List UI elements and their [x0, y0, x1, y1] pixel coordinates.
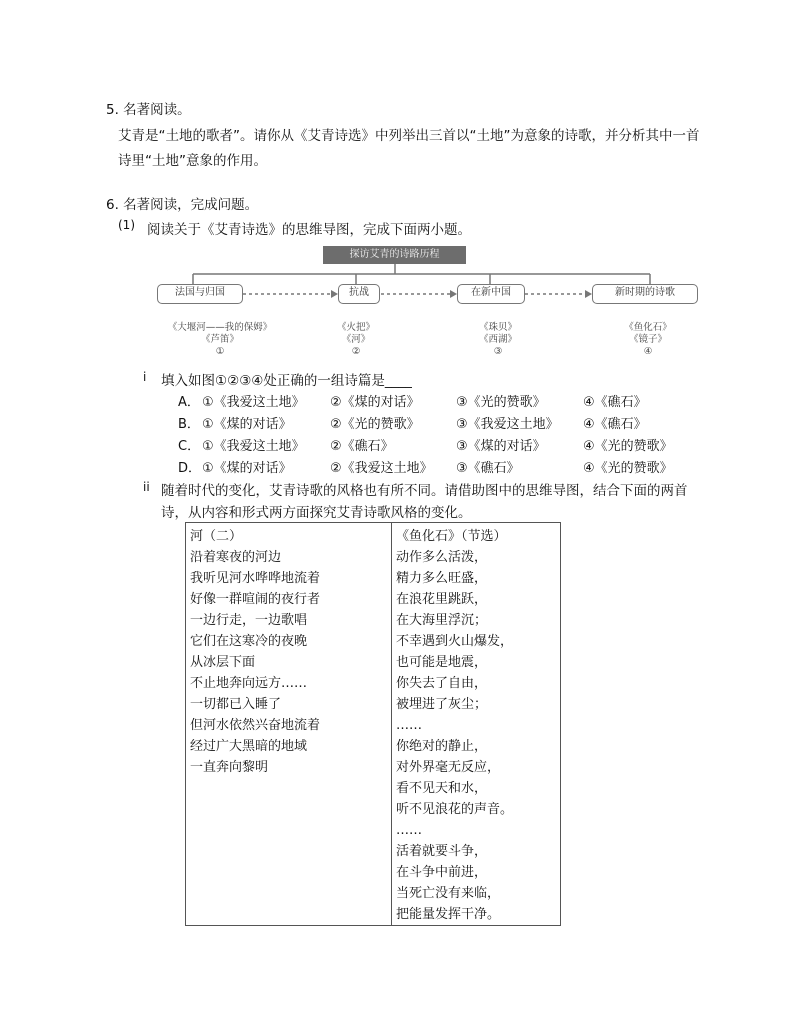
works-stage-3	[463, 322, 533, 358]
question-ii-text-line1: 随着时代的变化，艾青诗歌的风格也有所不同。请借助图中的思维导图，结合下面的两首	[161, 483, 688, 499]
work-2-line2: 《河》	[341, 334, 371, 345]
poem-right-line: ……	[396, 718, 422, 733]
poem-left-line: 一切都已入睡了	[190, 697, 282, 712]
poem-right-line: 你失去了自由，	[396, 676, 488, 691]
sub-question-1-number: (1)	[118, 218, 135, 232]
poem-left-line: 好像一群喧闹的夜行者	[190, 592, 321, 607]
stage-war: 抗战	[338, 284, 380, 304]
option-c-item-4: ④《光的赞歌》	[583, 439, 673, 454]
option-d-item-3: ③《礁石》	[456, 461, 520, 476]
poem-right-line: 动作多么活泼，	[396, 550, 488, 565]
question-ii-text-line2: 诗，从内容和形式两方面探究艾青诗歌风格的变化。	[161, 505, 472, 521]
poem-right-line: 你绝对的静止，	[396, 739, 488, 754]
question-ii-number: ii	[143, 480, 150, 494]
poem-left-line: 但河水依然兴奋地流着	[190, 718, 321, 733]
option-d-item-2: ②《我爱这土地》	[330, 461, 433, 476]
poem-right-line: 不幸遇到火山爆发，	[396, 634, 514, 649]
poem-right-line: 被埋进了灰尘；	[396, 697, 488, 712]
mind-map-title: 探访艾青的诗路历程	[323, 246, 466, 264]
option-d-item-4: ④《光的赞歌》	[583, 461, 673, 476]
poem-right-line: 当死亡没有来临，	[396, 886, 501, 901]
sub-question-1-text: 阅读关于《艾青诗选》的思维导图，完成下面两小题。	[147, 222, 471, 238]
poem-right-title: 《鱼化石》（节选）	[396, 529, 507, 544]
poem-left-cell	[186, 523, 392, 926]
poem-right-line: 也可能是地震，	[396, 655, 488, 670]
poem-left-line: 经过广大黑暗的地域	[190, 739, 308, 754]
work-2-line1: 《火把》	[336, 322, 375, 333]
work-3-line1: 《珠贝》	[478, 322, 517, 333]
poem-left-line: 不止地奔向远方……	[190, 676, 308, 691]
work-1-line1: 《大堰河——我的保姆》	[167, 322, 273, 333]
poem-left-line: 沿着寒夜的河边	[190, 550, 282, 565]
works-stage-4	[613, 322, 683, 358]
stage-france-return: 法国与归国	[157, 284, 243, 304]
work-4-mark: ④	[643, 346, 653, 357]
option-b-item-1: ①《煤的对话》	[202, 417, 292, 432]
option-b-label: B．	[178, 417, 200, 432]
work-3-mark: ③	[493, 346, 503, 357]
poem-right-line: 活着就要斗争，	[396, 844, 488, 859]
poem-right-line: ……	[396, 823, 422, 838]
option-c-item-2: ②《礁石》	[330, 439, 394, 454]
option-c-item-1: ①《我爱这土地》	[202, 439, 305, 454]
option-a-item-1: ①《我爱这土地》	[202, 395, 305, 410]
work-1-line2: 《芦笛》	[200, 334, 239, 345]
work-4-line1: 《鱼化石》	[624, 322, 672, 333]
stage-new-china: 在新中国	[457, 284, 525, 304]
work-4-line2: 《镜子》	[628, 334, 667, 345]
poem-left-line: 它们在这寒冷的夜晚	[190, 634, 308, 649]
option-b-item-4: ④《礁石》	[583, 417, 647, 432]
poem-right-cell	[392, 523, 561, 926]
question-i-text: 填入如图①②③④处正确的一组诗篇是____	[161, 373, 412, 389]
question-5-text-line1: 艾青是“土地的歌者”。请你从《艾青诗选》中列举出三首以“土地”为意象的诗歌，并分析其中一首	[118, 128, 700, 144]
work-1-mark: ①	[215, 346, 225, 357]
works-stage-2	[321, 322, 391, 358]
poem-right-line: 精力多么旺盛，	[396, 571, 488, 586]
question-i-number: i	[143, 370, 147, 384]
works-stage-1	[145, 322, 295, 358]
poem-right-line: 听不见浪花的声音。	[396, 802, 514, 817]
option-b-item-2: ②《光的赞歌》	[330, 417, 420, 432]
option-a-label: A．	[178, 395, 200, 410]
option-a-item-3: ③《光的赞歌》	[456, 395, 546, 410]
stage-new-era: 新时期的诗歌	[592, 284, 698, 304]
poem-right-line: 在斗争中前进，	[396, 865, 488, 880]
question-5-text-line2: 诗里“土地”意象的作用。	[118, 153, 267, 169]
work-3-line2: 《西湖》	[478, 334, 517, 345]
poem-right-line: 看不见天和水，	[396, 781, 488, 796]
poem-left-line: 从冰层下面	[190, 655, 256, 670]
poem-left-line: 我听见河水哗哗地流着	[190, 571, 321, 586]
work-2-mark: ②	[351, 346, 361, 357]
poem-right-line: 把能量发挥干净。	[396, 907, 501, 922]
question-5-heading: 5. 名著阅读。	[106, 102, 191, 118]
option-c-item-3: ③《煤的对话》	[456, 439, 546, 454]
question-6-heading: 6. 名著阅读，完成问题。	[106, 197, 259, 213]
poem-left-line: 一边行走，一边歌唱	[190, 613, 308, 628]
option-d-label: D．	[178, 461, 202, 476]
poem-left-line: 一直奔向黎明	[190, 760, 269, 775]
poem-right-line: 对外界毫无反应，	[396, 760, 501, 775]
poems-table	[185, 522, 561, 926]
poem-left-title: 河（二）	[190, 529, 243, 544]
poem-right-line: 在浪花里跳跃，	[396, 592, 488, 607]
poem-right-line: 在大海里浮沉；	[396, 613, 488, 628]
option-d-item-1: ①《煤的对话》	[202, 461, 292, 476]
option-b-item-3: ③《我爱这土地》	[456, 417, 559, 432]
option-c-label: C．	[178, 439, 201, 454]
mind-map	[145, 240, 705, 362]
option-a-item-2: ②《煤的对话》	[330, 395, 420, 410]
option-a-item-4: ④《礁石》	[583, 395, 647, 410]
